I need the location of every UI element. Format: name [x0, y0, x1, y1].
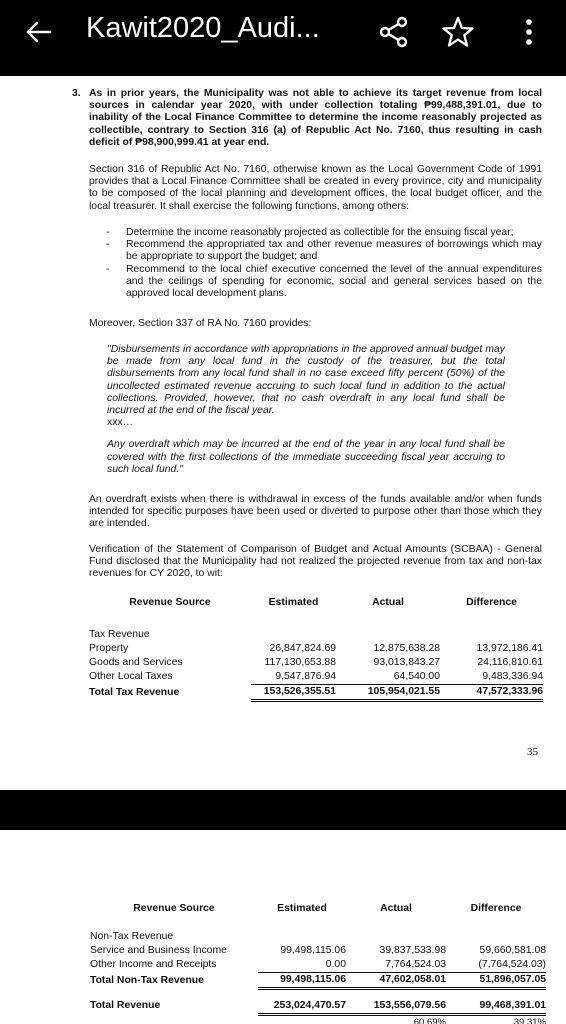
app-toolbar [0, 0, 566, 76]
column-header: Actual [380, 903, 412, 914]
finding-text: As in prior years, the Municipality was not able to achieve its target revenue from local sources in calendar year 2020, with under collection totaling ₱99,488,391.01, due to inability of the Local Finance Committee to determine the income reasonably projected as collectible, contrary to Section 316 (a) of Republic Act No. 7160, thus resulting in cash deficit of ₱98,900,999.41 at year end. [89, 88, 542, 148]
list-item: - Determine the income reasonably projected as collectible for the ensuing fiscal year; [106, 227, 542, 239]
column-header: Difference [470, 903, 522, 914]
quote-paragraph: "Disbursements in accordance with appropriations in the approved annual budget may be made from any local fund in the custody of the treasurer, but the total disbursements from any local fund shall in no case exceed fifty percent (50%) of the uncollected estimated revenue accruing to such local fund in addition to the actual collections. Provided, however, that no cash overdraft in any local fund shall be incurred at the end of the fiscal year. [107, 344, 505, 417]
grand-total-row [90, 999, 546, 1015]
back-arrow-icon[interactable] [20, 14, 56, 50]
table-group-row [89, 628, 543, 642]
row-label: Other Income and Receipts [90, 959, 217, 971]
actual-value: 7,764,524.03 [346, 958, 446, 973]
estimated-total: 99,498,115.06 [258, 973, 346, 989]
list-item: - Recommend the appropriated tax and other revenue measures of borrowings which may be appropriate to support the budget; and [106, 239, 542, 263]
audit-finding [72, 88, 542, 158]
estimated-value: 9,547,876.94 [251, 670, 336, 685]
tax-revenue-table [89, 594, 543, 702]
column-header: Estimated [277, 903, 327, 914]
estimated-value: 0.00 [258, 958, 346, 973]
difference-value: 24,116,810.61 [477, 657, 543, 668]
paragraph-verification: Verification of the Statement of Comparison of Budget and Actual Amounts (SCBAA) - General Fund disclosed that the Municipality had not realized the projected revenue from tax and non-tax revenues for CY 2020, to wit: [89, 544, 542, 580]
row-label: Total Non-Tax Revenue [90, 974, 204, 986]
table-row [90, 958, 546, 973]
table-group-row [90, 930, 546, 944]
group-label: Tax Revenue [89, 629, 150, 640]
difference-value: 9,483,336.94 [440, 670, 543, 685]
column-header: Difference [466, 597, 517, 608]
row-label: Goods and Services [89, 657, 183, 668]
finding-number: 3. [72, 88, 81, 99]
non-tax-revenue-table [90, 900, 546, 1024]
percent-row [90, 1014, 546, 1024]
column-header: Revenue Source [129, 597, 211, 608]
difference-total: 47,572,333.96 [440, 685, 543, 701]
actual-value: 39,837,533.98 [379, 945, 446, 956]
actual-grand-total: 153,556,079.56 [346, 999, 446, 1015]
document-page-1 [0, 76, 566, 790]
difference-value: 13,972,186.41 [476, 643, 543, 654]
estimated-grand-total: 253,024,470.57 [258, 999, 346, 1015]
actual-percent: 60.69% [413, 1016, 446, 1024]
table-header-row [89, 594, 543, 612]
quoted-provision [107, 344, 505, 476]
actual-value: 12,875,638.28 [373, 643, 440, 654]
estimated-value: 99,498,115.06 [280, 945, 346, 956]
document-title: Kawit2020_Audi... [86, 12, 320, 44]
estimated-total: 153,526,355.51 [251, 685, 336, 701]
actual-total: 47,602,058.01 [346, 973, 446, 989]
row-label: Other Local Taxes [89, 671, 173, 683]
table-row [89, 670, 543, 685]
difference-value: (7,764,524.03) [446, 958, 546, 973]
row-label: Total Revenue [90, 1000, 161, 1012]
difference-value: 59,660,581.08 [479, 945, 546, 956]
star-icon[interactable] [440, 14, 476, 50]
functions-list [106, 227, 542, 300]
more-vert-icon[interactable] [514, 14, 544, 50]
paragraph-overdraft: An overdraft exists when there is withdrawal in excess of the funds available and/or when funds intended for specific purposes have been used or diverted to purpose other than those which they are intended. [89, 494, 542, 530]
paragraph-section-337: Moreover, Section 337 of RA No. 7160 provides: [89, 318, 312, 329]
actual-total: 105,954,021.55 [336, 685, 440, 701]
difference-total: 51,896,057.05 [446, 973, 546, 989]
column-header: Revenue Source [133, 903, 215, 914]
table-total-row [90, 973, 546, 989]
actual-value: 93,013,843.27 [373, 657, 440, 668]
column-header: Actual [372, 597, 404, 608]
table-row [90, 944, 546, 958]
quote-paragraph: Any overdraft which may be incurred at the end of the year in any local fund shall be covered with the first collections of the immediate succeeding fiscal year accruing to such local fund." [107, 439, 505, 475]
table-row [89, 642, 543, 656]
table-row [89, 656, 543, 670]
row-label: Total Tax Revenue [89, 686, 180, 698]
paragraph-section-316: Section 316 of Republic Act No. 7160, otherwise known as the Local Government Code of 1991 provides that a Local Finance Committee shall be created in every province, city and municipality to be composed of the local planning and development offices, the local budget officer, and the local treasurer. It shall exercise the following functions, among others: [89, 164, 542, 212]
document-page-2 [0, 830, 566, 1024]
group-label: Non-Tax Revenue [90, 931, 174, 942]
table-header-row [90, 900, 546, 918]
actual-value: 64,540.00 [336, 670, 440, 685]
share-icon[interactable] [376, 14, 412, 50]
column-header: Estimated [268, 597, 319, 608]
quote-ellipsis: xxx… [107, 417, 133, 429]
difference-percent: 39.31% [513, 1016, 546, 1024]
estimated-value: 26,847,824.69 [269, 643, 336, 654]
row-label: Service and Business Income [90, 945, 227, 956]
estimated-value: 117,130,653.88 [264, 657, 336, 668]
page-separator [0, 790, 566, 830]
difference-grand-total: 99,468,391.01 [446, 999, 546, 1015]
page-number: 35 [527, 746, 538, 758]
table-total-row [89, 685, 543, 701]
list-item: - Recommend to the local chief executive concerned the level of the annual expenditures and the ceilings of spending for economic, social and general services based on the approved local development plans. [106, 264, 542, 301]
row-label: Property [89, 643, 129, 654]
